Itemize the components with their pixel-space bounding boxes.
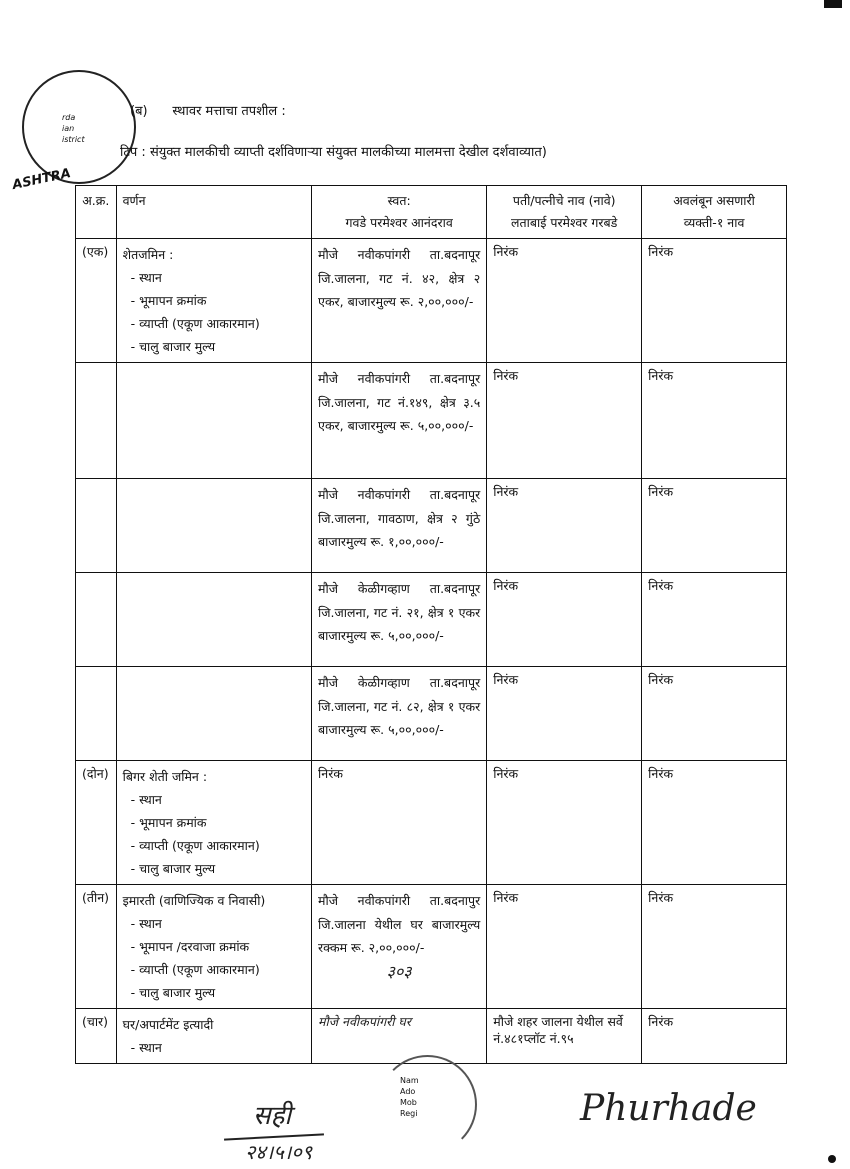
self-asset: निरंक [312, 761, 487, 885]
category-description: शेतजमिन : - स्थान - भूमापन क्रमांक - व्याप्ती (एकूण आकारमान) - चालु बाजार मुल्य [116, 239, 311, 363]
spouse-asset: निरंक [487, 479, 642, 573]
scan-edge-mark [824, 0, 842, 8]
seal-text: rda ian istrict [62, 113, 85, 144]
spouse-asset: निरंक [487, 667, 642, 761]
row-number: (दोन) [76, 761, 117, 885]
signature-date: २४।५।०९ [245, 1140, 313, 1164]
category-description: घर/अपार्टमेंट इत्यादी - स्थान [116, 1009, 311, 1064]
spouse-asset: निरंक [487, 885, 642, 1009]
spouse-asset: निरंक [487, 239, 642, 363]
self-asset: मौजे नवीकपांगरी ता.बदनापूर जि.जालना, गट नं. ४२, क्षेत्र २ एकर, बाजारमुल्य रू. २,००,०००/- [312, 239, 487, 363]
table-row [76, 885, 787, 1009]
header-sr: अ.क्र. [76, 186, 117, 239]
dependent-asset: निरंक [642, 885, 787, 1009]
property-table [75, 185, 787, 1064]
self-asset: मौजे नवीकपांगरी ता.बदनापुर जि.जालना येथील घर बाजारमुल्य रक्कम रू. २,००,०००/- ३०३ [312, 885, 487, 1009]
header-description: वर्णन [116, 186, 311, 239]
dependent-asset: निरंक [642, 239, 787, 363]
header-dependent: अवलंबून असणारी व्यक्ती-१ नाव [642, 186, 787, 239]
row-number: (तीन) [76, 885, 117, 1009]
spouse-asset: मौजे शहर जालना येथील सर्वे नं.४८१प्लॉट नं.९५ [487, 1009, 642, 1064]
header-spouse: पती/पत्नीचे नाव (नावे) लताबाई परमेश्वर गरबडे [487, 186, 642, 239]
dependent-asset: निरंक [642, 761, 787, 885]
header-self: स्वत: गवडे परमेश्वर आनंदराव [312, 186, 487, 239]
self-asset: मौजे नवीकपांगरी ता.बदनापूर जि.जालना, गट नं.१४९, क्षेत्र ३.५ एकर, बाजारमुल्य रू. ५,००,०००/- [312, 363, 487, 479]
signature-right: Phurhade [580, 1088, 757, 1129]
self-asset: मौजे नवीकपांगरी घर [312, 1009, 487, 1064]
row-number: (एक) [76, 239, 117, 363]
table-row [76, 761, 787, 885]
table-row [76, 239, 787, 363]
seal-ring-text: ASHTRA [11, 166, 73, 193]
dependent-asset: निरंक [642, 667, 787, 761]
dependent-asset: निरंक [642, 479, 787, 573]
spouse-asset: निरंक [487, 761, 642, 885]
self-asset: मौजे केळीगव्हाण ता.बदनापूर जि.जालना, गट नं. ८२, क्षेत्र १ एकर बाजारमुल्य रू. ५,००,०००/- [312, 667, 487, 761]
row-number: (चार) [76, 1009, 117, 1064]
handwritten-note: ३०३ [386, 961, 412, 981]
dependent-asset: निरंक [642, 363, 787, 479]
section-label: (ब) [130, 104, 148, 119]
table-row [76, 667, 787, 761]
bottom-stamp [378, 1055, 477, 1154]
signature-left: सही [253, 1101, 292, 1131]
self-asset: मौजे केळीगव्हाण ता.बदनापूर जि.जालना, गट नं. २१, क्षेत्र १ एकर बाजारमुल्य रू. ५,००,०००/- [312, 573, 487, 667]
category-description: बिगर शेती जमिन : - स्थान - भूमापन क्रमांक - व्याप्ती (एकूण आकारमान) - चालु बाजार मुल्य [116, 761, 311, 885]
dependent-asset: निरंक [642, 1009, 787, 1064]
category-description: इमारती (वाणिज्यिक व निवासी) - स्थान - भूमापन /दरवाजा क्रमांक - व्याप्ती (एकूण आकारमान) - चालु बाजार मुल्य [116, 885, 311, 1009]
section-title: स्थावर मत्ताचा तपशील : [172, 104, 286, 119]
section-note: टिप : संयुक्त मालकीची व्याप्ती दर्शविणाऱ्या संयुक्त मालकीच्या मालमत्ता देखील दर्शवाव्यात) [120, 145, 547, 160]
self-asset: मौजे नवीकपांगरी ता.बदनापूर जि.जालना, गावठाण, क्षेत्र २ गुंठे बाजारमुल्य रू. १,००,०००/- [312, 479, 487, 573]
bottom-stamp-text: Nam Ado Mob Regi [400, 1076, 419, 1118]
scan-edge-dot [828, 1155, 836, 1163]
table-row [76, 363, 787, 479]
table-header-row [76, 186, 787, 239]
section-heading [130, 101, 286, 119]
spouse-asset: निरंक [487, 363, 642, 479]
spouse-asset: निरंक [487, 573, 642, 667]
dependent-asset: निरंक [642, 573, 787, 667]
table-row [76, 573, 787, 667]
table-row [76, 479, 787, 573]
